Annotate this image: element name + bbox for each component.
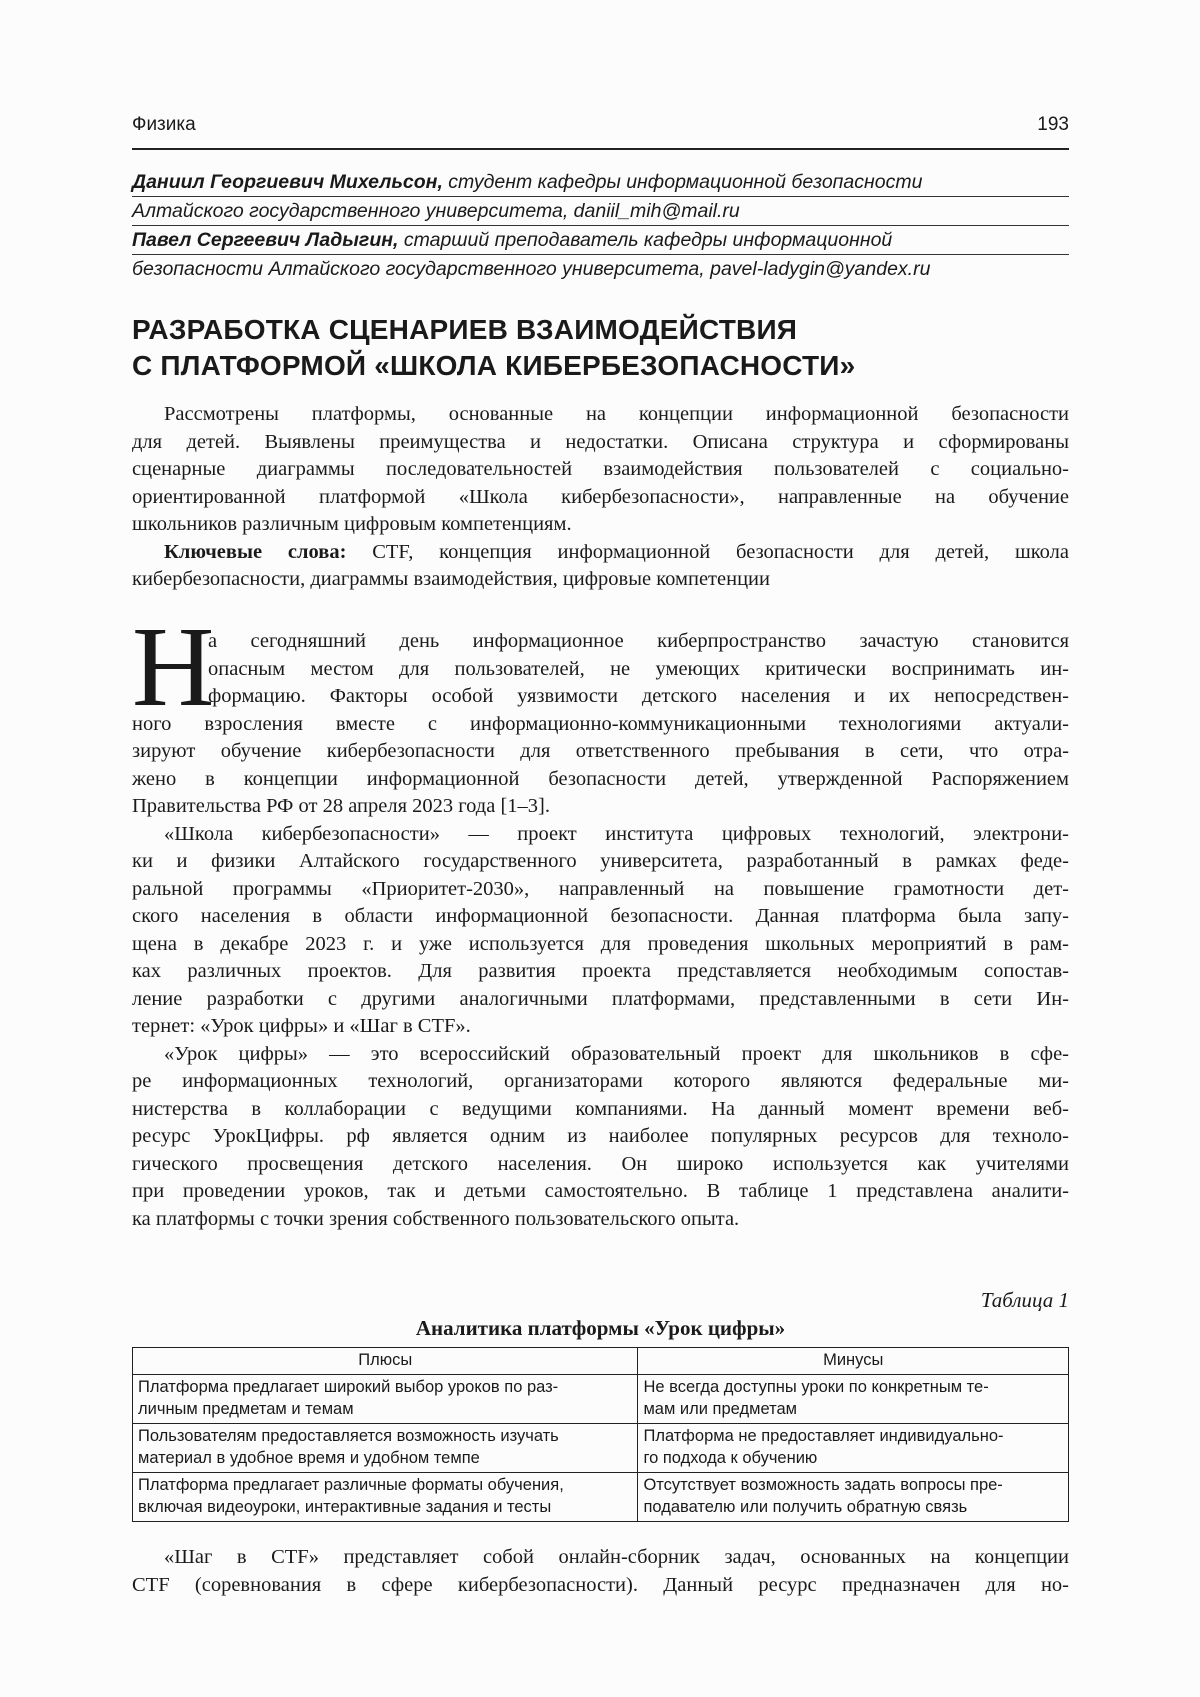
article-title [132,312,1069,384]
author-1-name: Даниил Георгиевич Михельсон, [132,171,443,193]
cell-line: Платформа не предоставляет индивидуально- [643,1427,1004,1445]
analytics-table [132,1347,1069,1522]
keywords-label: Ключевые слова: [164,540,347,563]
table-cell-pro [133,1424,638,1473]
abstract [132,401,1069,594]
body-text [132,628,1069,1233]
cell-line: Платформа предлагает широкий выбор уроков по раз- [138,1378,559,1396]
title-line-2: С ПЛАТФОРМОЙ «ШКОЛА КИБЕРБЕЗОПАСНОСТИ» [132,350,856,381]
cell-line: материал в удобное время и удобном темпе [138,1449,480,1467]
cell-line: включая видеоуроки, интерактивные задания и тесты [138,1498,552,1516]
body-line: ного взросления вместе с информационно-коммуникационными технологиями актуали- [132,712,1069,735]
body-line: при проведении уроков, так и детьми самостоятельно. В таблице 1 представлена аналити- [132,1180,1069,1202]
body-line: «Шаг в CTF» представляет собой онлайн-сборник задач, основанных на концепции [164,1546,1069,1568]
body-line: ках различных проектов. Для развития проекта представляется необходимым сопостав- [132,960,1069,982]
body-line: жено в концепции информационной безопасности детей, утвержденной Распоряжением [132,767,1069,790]
cell-line: го подхода к обучению [643,1449,818,1467]
cell-line: Отсутствует возможность задать вопросы пре- [643,1476,1003,1494]
body-line: тернет: «Урок цифры» и «Шаг в CTF». [132,1015,471,1037]
table-row [133,1424,1069,1473]
authors-block [132,168,1069,283]
table-header-row [133,1348,1069,1375]
body-line: гического просвещения детского населения. Он широко используется как учителями [132,1152,1069,1175]
table-row [133,1473,1069,1522]
author-1-affiliation-1: студент кафедры информационной безопасности [442,171,923,193]
author-1-line-2: Алтайского государственного университета, daniil_mih@mail.ru [132,197,1069,226]
author-2-line-2: безопасности Алтайского государственного университета, pavel-ladygin@yandex.ru [132,258,931,280]
cell-line: Пользователям предоставляется возможность изучать [138,1427,559,1445]
abstract-line: ориентированной платформой «Школа кибербезопасности», направленные на обучение [132,485,1069,508]
after-table-text [132,1543,1069,1599]
table-number: Таблица 1 [980,1288,1069,1312]
body-line: «Школа кибербезопасности» — проект института цифровых технологий, электрони- [164,822,1069,845]
body-line: зируют обучение кибербезопасности для ответственного пребывания в сети, что отра- [132,740,1069,762]
header-cons: Минусы [638,1348,1069,1375]
author-2-affiliation-1: старший преподаватель кафедры информационной [398,229,893,251]
body-line: ресурс УрокЦифры. рф является одним из наиболее популярных ресурсов для техноло- [132,1125,1069,1147]
body-line: Правительства РФ от 28 апреля 2023 года [1–3]. [132,795,550,817]
author-2-name: Павел Сергеевич Ладыгин, [132,229,399,251]
table-cell-pro [133,1375,638,1424]
page-number: 193 [1037,114,1069,135]
keywords-text: CTF, концепция информационной безопасности для детей, школа [346,540,1069,563]
abstract-line: сценарные диаграммы последовательностей взаимодействия пользователей с социально- [132,458,1069,480]
body-line: CTF (соревнования в сфере кибербезопасности). Данный ресурс предназначен для но- [132,1574,1069,1596]
body-line: щена в декабре 2023 г. и уже используется для проведения школьных мероприятий в рам- [132,932,1069,955]
title-line-1: РАЗРАБОТКА СЦЕНАРИЕВ ВЗАИМОДЕЙСТВИЯ [132,314,798,345]
body-line: ре информационных технологий, организаторами которого являются федеральные ми- [132,1070,1069,1092]
author-2-line-1 [132,226,1069,255]
table-cell-pro [133,1473,638,1522]
body-line: ральной программы «Приоритет-2030», направленный на повышение грамотности дет- [132,877,1069,900]
running-head [132,110,1069,150]
keywords-line-1 [132,539,1069,567]
abstract-line: для детей. Выявлены преимущества и недостатки. Описана структура и сформированы [132,430,1069,453]
body-line: ского населения в области информационной безопасности. Данная платформа была запу- [132,905,1069,927]
section-name: Физика [132,114,196,135]
body-line: нистерства в коллаборации с ведущими компаниями. На данный момент времени веб- [132,1097,1069,1120]
cell-line: Платформа предлагает различные форматы обучения, [138,1476,564,1494]
table-row [133,1375,1069,1424]
abstract-line: школьников различным цифровым компетенциям. [132,513,572,535]
body-line: опасным местом для пользователей, не умеющих критически воспринимать ин- [208,657,1069,680]
table-title: Аналитика платформы «Урок цифры» [415,1316,786,1340]
body-line: ка платформы с точки зрения собственного пользовательского опыта. [132,1207,740,1230]
body-line: а сегодняшний день информационное киберпространство зачастую становится [208,630,1069,652]
header-pros: Плюсы [133,1348,638,1375]
table-cell-con [638,1375,1069,1424]
table-cell-con [638,1473,1069,1522]
cell-line: мам или предметам [643,1400,797,1418]
body-line: формацию. Факторы особой уязвимости детского населения и их непосредствен- [208,685,1069,707]
body-line: «Урок цифры» — это всероссийский образовательный проект для школьников в сфе- [164,1042,1069,1065]
author-1-line-1 [132,168,1069,197]
table-cell-con [638,1424,1069,1473]
abstract-line: Рассмотрены платформы, основанные на концепции информационной безопасности [164,403,1069,425]
cell-line: подавателю или получить обратную связь [643,1498,968,1516]
body-line: ление разработки с другими аналогичными платформами, представленными в сети Ин- [132,987,1069,1010]
keywords-line-2: кибербезопасности, диаграммы взаимодействия, цифровые компетенции [132,568,770,590]
drop-cap: Н [132,603,215,730]
body-line: ки и физики Алтайского государственного университета, разработанный в рамках феде- [132,850,1069,872]
cell-line: Не всегда доступны уроки по конкретным те- [643,1378,989,1396]
cell-line: личным предметам и темам [138,1400,354,1418]
